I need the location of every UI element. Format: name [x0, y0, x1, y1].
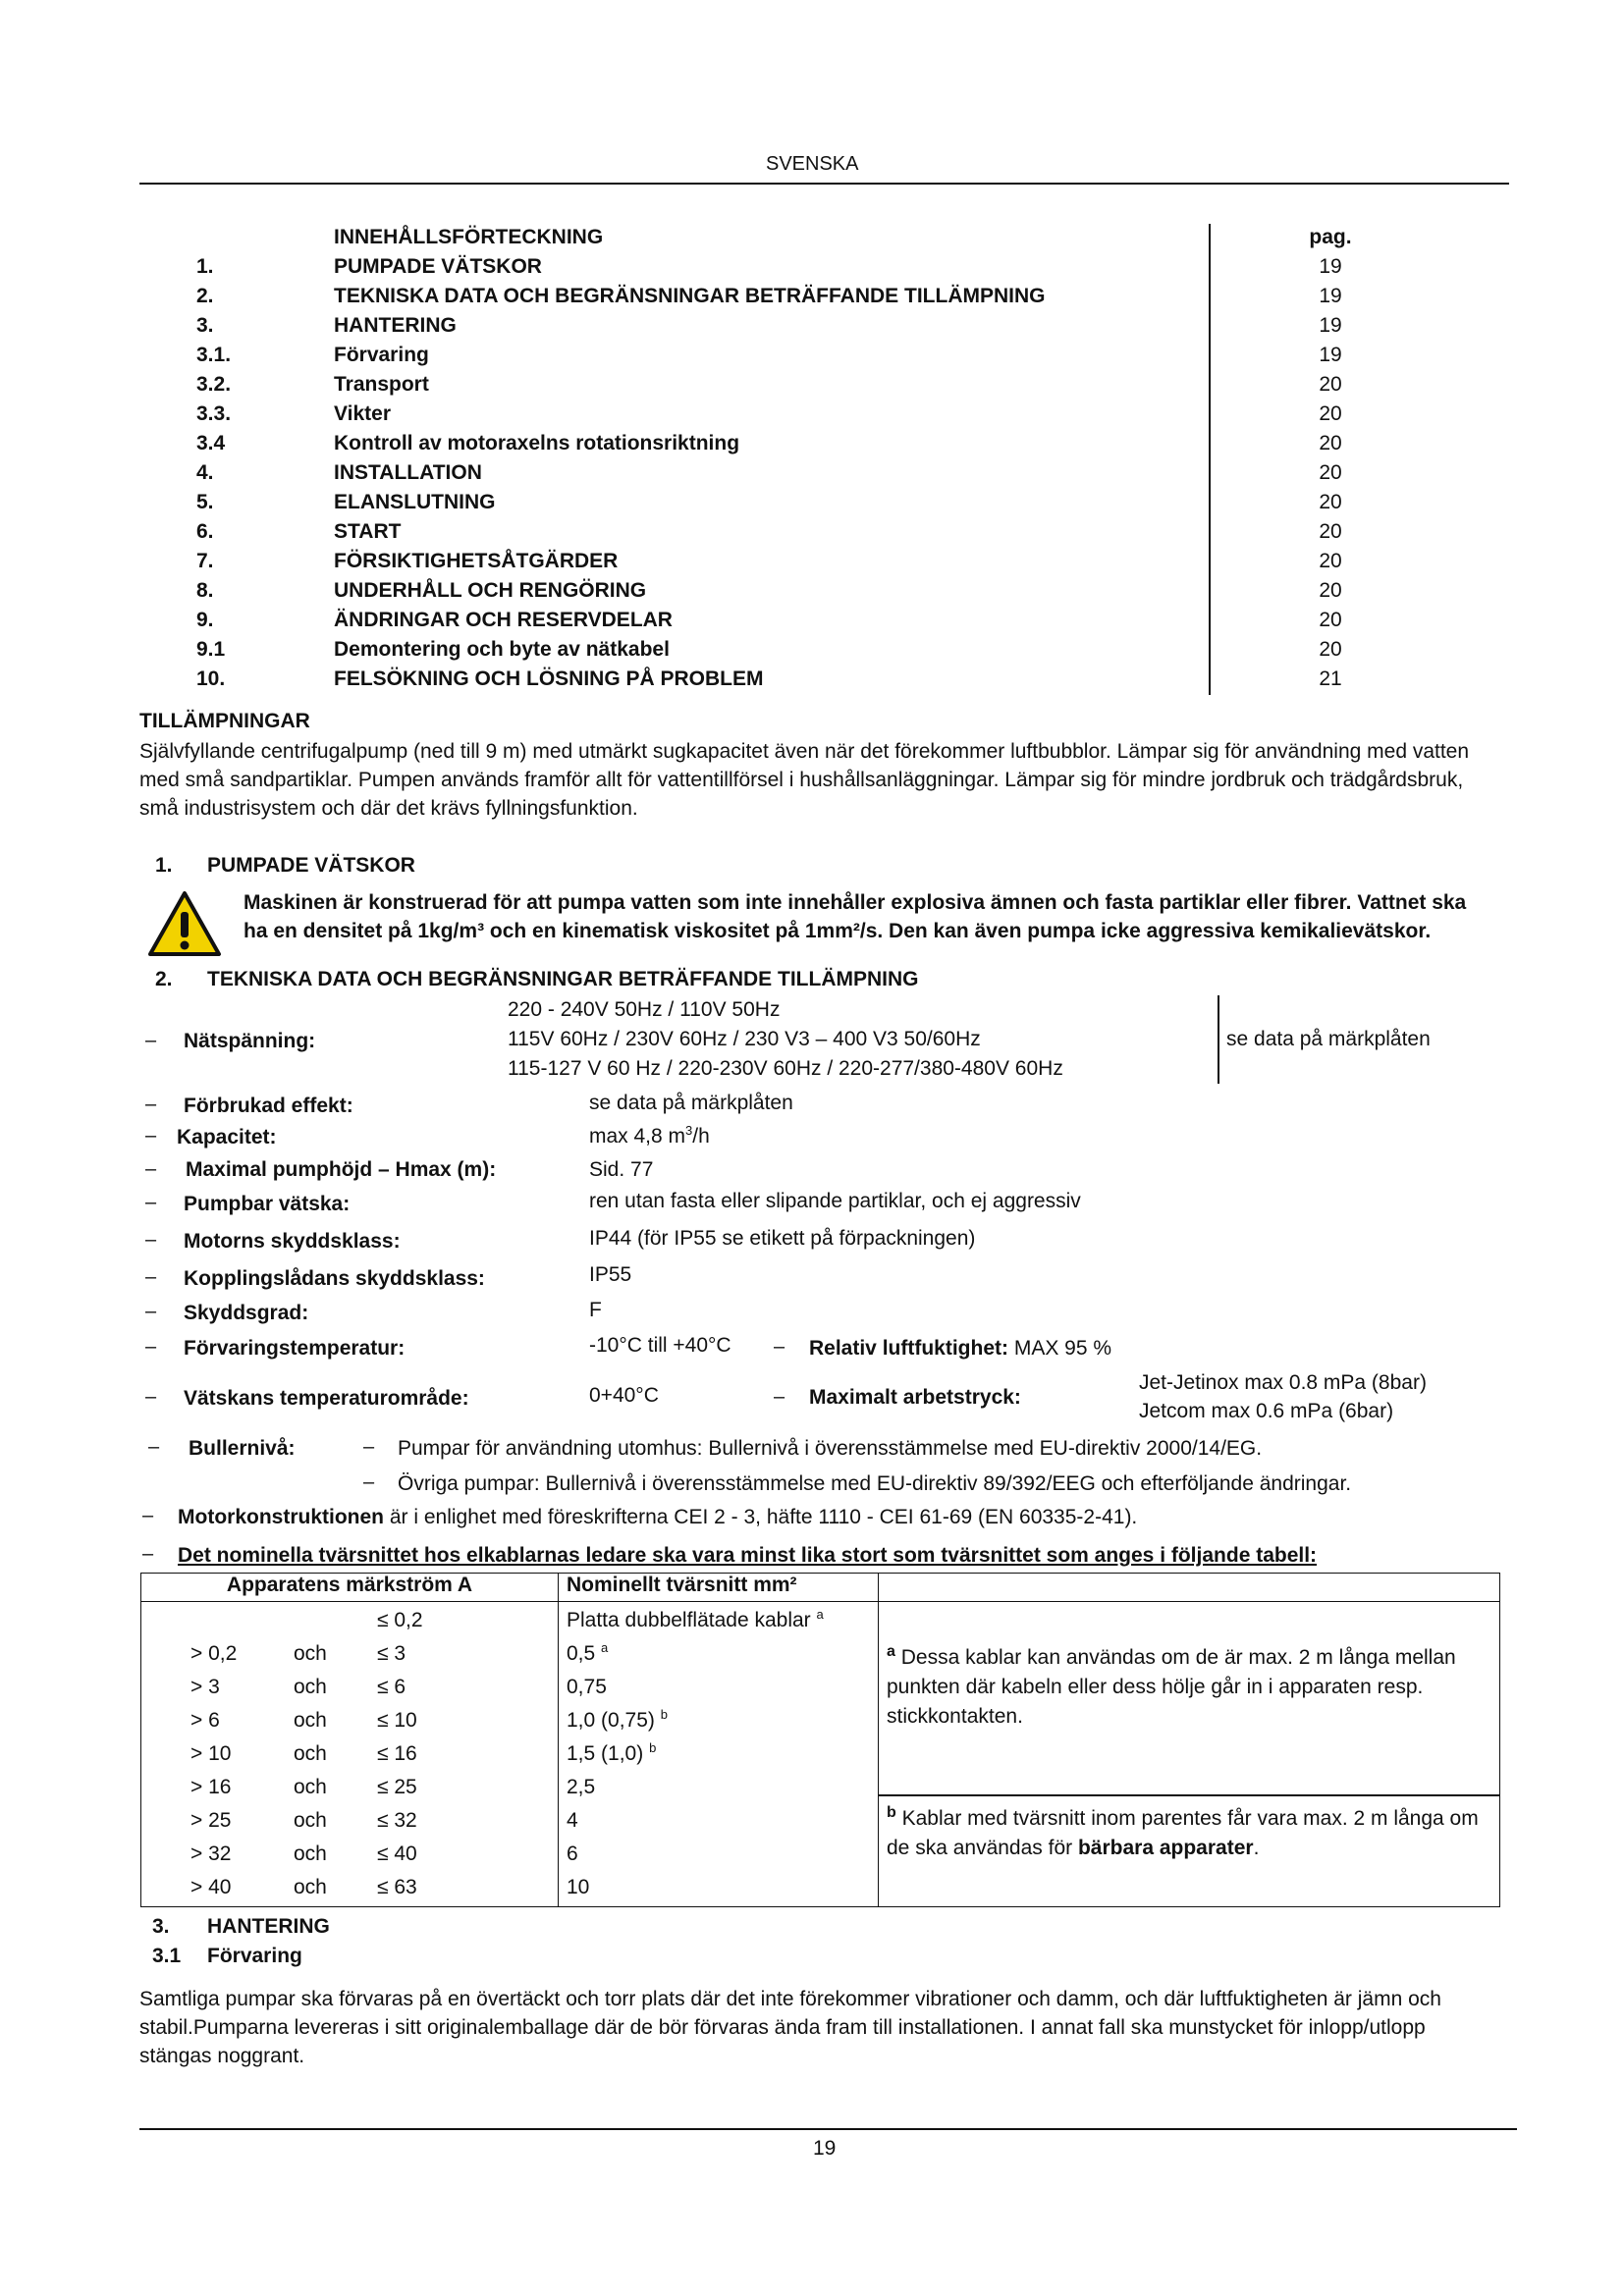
current-and: och	[294, 1742, 327, 1765]
dash-bullet: –	[142, 1543, 154, 1565]
voltage-label: Nätspänning:	[184, 1030, 316, 1052]
voltage-divider	[1218, 995, 1219, 1084]
cable-table-header-notes	[879, 1574, 1500, 1602]
toc-item-number: 7.	[196, 550, 214, 572]
toc-item-number: 3.3.	[196, 402, 232, 425]
terminal-protection-value: IP55	[589, 1263, 632, 1286]
section2-number: 2.	[155, 968, 173, 990]
section1-heading: PUMPADE VÄTSKOR	[207, 854, 415, 877]
current-and: och	[294, 1876, 327, 1898]
dash-bullet: –	[145, 1386, 157, 1408]
cable-row-current	[141, 1673, 558, 1706]
protection-degree-label: Skyddsgrad:	[184, 1302, 309, 1324]
humidity: Relativ luftfuktighet: MAX 95 %	[809, 1337, 1112, 1360]
cable-table-header-current: Apparatens märkström A	[141, 1574, 559, 1602]
liquid-temp-value: 0+40°C	[589, 1384, 659, 1407]
toc-item-page: 20	[1319, 638, 1342, 661]
noise-label: Bullernivå:	[189, 1437, 296, 1460]
motor-protection-label: Motorns skyddsklass:	[184, 1230, 401, 1253]
dash-bullet: –	[145, 1094, 157, 1115]
current-from: > 0,2	[190, 1642, 238, 1665]
toc-item-number: 4.	[196, 461, 214, 484]
toc-item-page: 19	[1319, 255, 1342, 278]
storage-text: Samtliga pumpar ska förvaras på en övertäckt och torr plats där det inte förekommer vibrationer och damm, och där luftfuktigheten är jämn och stabil.Pumparna levereras i sitt originalemballage där de bör förvaras ända fram till installationen. I annat fall ska munstycket för inlopp/utlopp stängas noggrant.	[139, 1988, 1441, 2067]
max-pressure-value2: Jetcom max 0.6 mPa (6bar)	[1139, 1400, 1394, 1422]
section1-warning-line2: ha en densitet på 1kg/m³ och en kinematisk viskositet på 1mm²/s. Den kan även pumpa icke aggressiva kemikalievätskor.	[244, 920, 1432, 942]
cable-row-current	[141, 1706, 558, 1739]
current-from: > 25	[190, 1809, 232, 1832]
toc-title: INNEHÅLLSFÖRTECKNING	[334, 226, 604, 248]
dash-bullet: –	[145, 1192, 157, 1213]
max-pressure-value1: Jet-Jetinox max 0.8 mPa (8bar)	[1139, 1371, 1427, 1394]
liquid-label: Pumpbar vätska:	[184, 1193, 351, 1215]
cable-table-section-cell	[559, 1602, 879, 1907]
cable-row-current	[141, 1873, 558, 1906]
warning-triangle-icon	[147, 890, 222, 957]
toc-item-number: 5.	[196, 491, 214, 513]
noise-line2: Övriga pumpar: Bullernivå i överensstämmelse med EU-direktiv 89/392/EEG och efterföljande ändringar.	[398, 1472, 1352, 1495]
section3-heading: HANTERING	[207, 1915, 330, 1938]
toc-item-title: PUMPADE VÄTSKOR	[334, 255, 542, 278]
power-value: se data på märkplåten	[589, 1092, 793, 1114]
liquid-value: ren utan fasta eller slipande partiklar, och ej aggressiv	[589, 1190, 1081, 1212]
cable-row-section: Platta dubbelflätade kablar $^a$	[567, 1607, 824, 1631]
current-to: ≤ 25	[377, 1776, 417, 1798]
dash-bullet: –	[774, 1336, 785, 1358]
current-to: ≤ 16	[377, 1742, 417, 1765]
applications-text: Självfyllande centrifugalpump (ned till 9 m) med utmärkt sugkapacitet även när det förekommer luftbubblor. Lämpar sig för användning med vatten med små sandpartiklar. Pumpen används framför allt för vattentillförsel i hushållsanläggningar. Lämpar sig för mindre jordbruk och trädgårdsbruk, små industrisystem och där det krävs fyllningsfunktion.	[139, 740, 1470, 820]
dash-bullet: –	[774, 1386, 785, 1408]
toc-item-title: INSTALLATION	[334, 461, 482, 484]
cable-table	[140, 1573, 1500, 1907]
storage-temp-value: -10°C till +40°C	[589, 1334, 731, 1357]
toc-item-page: 21	[1319, 667, 1342, 690]
toc-page-label: pag.	[1309, 226, 1352, 248]
capacity-label: Kapacitet:	[177, 1126, 277, 1148]
dash-bullet: –	[363, 1436, 375, 1458]
toc-item-title: ELANSLUTNING	[334, 491, 496, 513]
toc-item-page: 20	[1319, 491, 1342, 513]
toc-item-page: 20	[1319, 373, 1342, 396]
cable-table-current-cell	[141, 1602, 559, 1907]
dash-bullet: –	[142, 1505, 154, 1526]
current-and: och	[294, 1776, 327, 1798]
current-from: > 10	[190, 1742, 232, 1765]
current-to: ≤ 10	[377, 1709, 417, 1732]
cable-table-notes-cell	[879, 1602, 1500, 1907]
motor-protection-value: IP44 (för IP55 se etikett på förpackningen)	[589, 1227, 976, 1250]
current-and: och	[294, 1709, 327, 1732]
max-pressure-label: Maximalt arbetstryck:	[809, 1386, 1021, 1409]
cable-row-section: 4	[567, 1809, 578, 1832]
section3-number: 3.	[152, 1915, 170, 1938]
dash-bullet: –	[145, 1125, 157, 1147]
dash-bullet: –	[148, 1436, 160, 1458]
toc-item-number: 8.	[196, 579, 214, 602]
current-from: > 40	[190, 1876, 232, 1898]
current-and: och	[294, 1842, 327, 1865]
voltage-line3: 115-127 V 60 Hz / 220-230V 60Hz / 220-277/380-480V 60Hz	[508, 1057, 1063, 1080]
toc-item-number: 9.1	[196, 638, 226, 661]
toc-item-number: 2.	[196, 285, 214, 307]
motor-construction: Motorkonstruktionen är i enlighet med föreskrifterna CEI 2 - 3, häfte 1110 - CEI 61-69 (EN 60335-2-41).	[178, 1506, 1138, 1528]
section3-1-number: 3.1	[152, 1945, 182, 1967]
page-number: 19	[813, 2137, 837, 2160]
current-to: ≤ 6	[377, 1676, 406, 1698]
toc-item-page: 20	[1319, 550, 1342, 572]
dash-bullet: –	[145, 1158, 157, 1180]
toc-item-title: Transport	[334, 373, 429, 396]
dash-bullet: –	[145, 1030, 157, 1051]
head-label: Maximal pumphöjd – Hmax (m):	[186, 1158, 497, 1181]
footer-rule	[139, 2128, 1517, 2130]
storage-temp-label: Förvaringstemperatur:	[184, 1337, 406, 1360]
toc-item-page: 19	[1319, 285, 1342, 307]
cable-row-current	[141, 1806, 558, 1840]
cable-row-current	[141, 1739, 558, 1773]
toc-item-page: 20	[1319, 609, 1342, 631]
toc-item-number: 9.	[196, 609, 214, 631]
toc-item-number: 1.	[196, 255, 214, 278]
applications-heading: TILLÄMPNINGAR	[139, 710, 310, 732]
liquid-temp-label: Vätskans temperaturområde:	[184, 1387, 469, 1410]
dash-bullet: –	[145, 1336, 157, 1358]
cable-row-section: 2,5	[567, 1776, 596, 1798]
protection-degree-value: F	[589, 1299, 602, 1321]
cable-row-section: 0,5 $^a$	[567, 1640, 609, 1665]
current-from: > 6	[190, 1709, 220, 1732]
toc-item-title: FELSÖKNING OCH LÖSNING PÅ PROBLEM	[334, 667, 764, 690]
toc-item-page: 20	[1319, 402, 1342, 425]
toc-item-title: Kontroll av motoraxelns rotationsriktning	[334, 432, 740, 454]
terminal-protection-label: Kopplingslådans skyddsklass:	[184, 1267, 485, 1290]
voltage-line1: 220 - 240V 50Hz / 110V 50Hz	[508, 998, 781, 1021]
page-header-language: SVENSKA	[766, 153, 859, 175]
section1-number: 1.	[155, 854, 173, 877]
head-value: Sid. 77	[589, 1158, 654, 1181]
toc-item-title: ÄNDRINGAR OCH RESERVDELAR	[334, 609, 673, 631]
cable-row-section: 1,0 (0,75) $^b$	[567, 1707, 668, 1732]
toc-item-title: FÖRSIKTIGHETSÅTGÄRDER	[334, 550, 619, 572]
dash-bullet: –	[363, 1471, 375, 1493]
current-and: och	[294, 1676, 327, 1698]
toc-item-page: 20	[1319, 579, 1342, 602]
section1-warning-line1: Maskinen är konstruerad för att pumpa vatten som inte innehåller explosiva ämnen och fasta partiklar eller fibrer. Vattnet ska	[244, 891, 1467, 914]
cable-row-current	[141, 1606, 558, 1639]
dash-bullet: –	[145, 1266, 157, 1288]
toc-item-page: 20	[1319, 432, 1342, 454]
toc-item-number: 3.2.	[196, 373, 232, 396]
voltage-line2: 115V 60Hz / 230V 60Hz / 230 V3 – 400 V3 50/60Hz	[508, 1028, 981, 1050]
toc-item-number: 3.4	[196, 432, 226, 454]
cable-row-section: 10	[567, 1876, 590, 1898]
toc-divider	[1209, 224, 1211, 695]
section2-heading: TEKNISKA DATA OCH BEGRÄNSNINGAR BETRÄFFANDE TILLÄMPNING	[207, 968, 919, 990]
notes-divider	[879, 1794, 1499, 1796]
cable-row-section: 6	[567, 1842, 578, 1865]
voltage-note: se data på märkplåten	[1226, 1028, 1431, 1050]
toc-item-title: UNDERHÅLL OCH RENGÖRING	[334, 579, 647, 602]
note-a: $^a$ Dessa kablar kan användas om de är max. 2 m långa mellan punkten där kabeln eller dess hölje går in i apparaten resp. stickkontakten.	[887, 1643, 1456, 1728]
toc-item-number: 10.	[196, 667, 226, 690]
current-to: ≤ 0,2	[377, 1609, 423, 1631]
header-rule	[139, 183, 1509, 185]
current-from: > 32	[190, 1842, 232, 1865]
toc-item-page: 19	[1319, 344, 1342, 366]
toc-item-title: Förvaring	[334, 344, 429, 366]
cable-intro: Det nominella tvärsnittet hos elkablarnas ledare ska vara minst lika stort som tvärsnittet som anges i följande tabell:	[178, 1544, 1318, 1567]
cable-row-section: 1,5 (1,0) $^b$	[567, 1740, 657, 1765]
toc-item-title: Vikter	[334, 402, 391, 425]
current-and: och	[294, 1809, 327, 1832]
current-from: > 16	[190, 1776, 232, 1798]
toc-item-title: Demontering och byte av nätkabel	[334, 638, 670, 661]
power-label: Förbrukad effekt:	[184, 1095, 353, 1117]
cable-row-current	[141, 1773, 558, 1806]
noise-line1: Pumpar för användning utomhus: Bullernivå i överensstämmelse med EU-direktiv 2000/14/EG.	[398, 1437, 1263, 1460]
toc-item-page: 20	[1319, 520, 1342, 543]
toc-item-number: 3.	[196, 314, 214, 337]
note-b: $^b$ Kablar med tvärsnitt inom parentes får vara max. 2 m långa om de ska användas för bärbara apparater.	[887, 1804, 1479, 1859]
toc-item-page: 20	[1319, 461, 1342, 484]
toc-item-number: 6.	[196, 520, 214, 543]
cable-table-header-section: Nominellt tvärsnitt mm²	[559, 1574, 879, 1602]
current-and: och	[294, 1642, 327, 1665]
current-from: > 3	[190, 1676, 220, 1698]
current-to: ≤ 63	[377, 1876, 417, 1898]
dash-bullet: –	[145, 1229, 157, 1251]
current-to: ≤ 40	[377, 1842, 417, 1865]
toc-item-title: START	[334, 520, 402, 543]
current-to: ≤ 32	[377, 1809, 417, 1832]
cable-row-current	[141, 1639, 558, 1673]
toc-item-title: HANTERING	[334, 314, 457, 337]
section3-1-heading: Förvaring	[207, 1945, 302, 1967]
current-to: ≤ 3	[377, 1642, 406, 1665]
toc-item-page: 19	[1319, 314, 1342, 337]
toc-item-number: 3.1.	[196, 344, 232, 366]
cable-row-current	[141, 1840, 558, 1873]
dash-bullet: –	[145, 1301, 157, 1322]
cable-row-section: 0,75	[567, 1676, 607, 1698]
capacity-value: max 4,8 $m^3/h$	[589, 1123, 710, 1148]
toc-item-title: TEKNISKA DATA OCH BEGRÄNSNINGAR BETRÄFFANDE TILLÄMPNING	[334, 285, 1046, 307]
